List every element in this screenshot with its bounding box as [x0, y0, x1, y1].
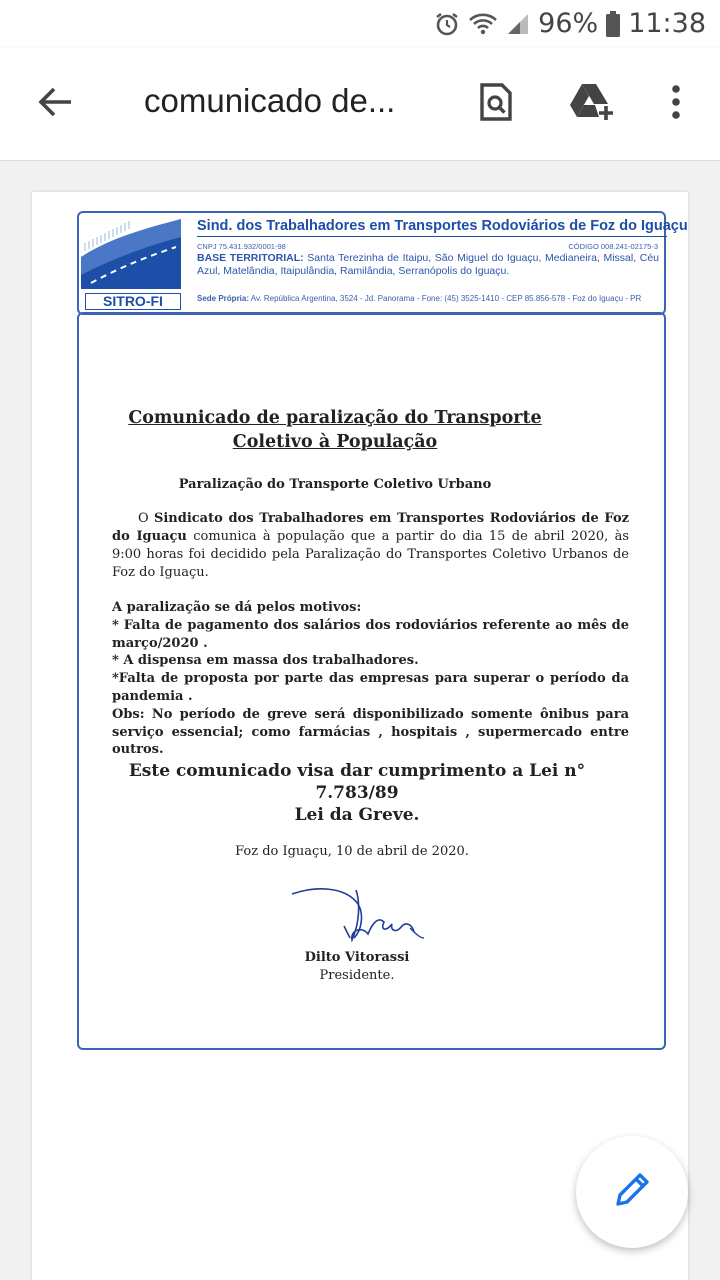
more-vert-icon: [670, 84, 682, 125]
signature-image: [290, 882, 440, 952]
org-name: Sind. dos Trabalhadores em Transportes Rodoviários de Foz do Iguaçu: [197, 218, 667, 237]
alarm-icon: [434, 11, 460, 37]
sede-propria: [197, 294, 659, 303]
status-icons: [434, 8, 706, 39]
find-in-page-button[interactable]: [468, 76, 524, 132]
wifi-icon: [468, 11, 498, 37]
notice-subtitle: Paralização do Transporte Coletivo Urbano: [178, 477, 492, 492]
battery-percent: 96%: [538, 8, 599, 39]
document-title: comunicado de...: [144, 82, 396, 119]
law-line-1: Este comunicado visa dar cumprimento a Lei n° 7.783/89: [128, 761, 586, 803]
clock: 11:38: [628, 8, 706, 39]
intro-rest: comunica à população que a partir do dia 15 de abril 2020, às 9:00 horas foi decidido pela Paralização do Transportes Coletivo Urbanos de Foz do Iguaçu.: [112, 529, 629, 580]
union-name: Sindicato dos Trabalhadores em Transportes Rodoviários de Foz do Iguaçu: [112, 511, 629, 544]
document-viewer[interactable]: [0, 161, 720, 1280]
observation: Obs: No período de greve será disponibilizado somente ônibus para serviço essencial; como farmácias , hospitais , supermercado entre outros.: [112, 706, 629, 758]
signal-icon: [506, 12, 530, 36]
reasons-heading: A paralização se dá pelos motivos:: [112, 600, 362, 615]
intro-paragraph: [112, 510, 629, 582]
app-bar: [0, 48, 720, 161]
date-line: Foz do Iguaçu, 10 de abril de 2020.: [235, 844, 469, 859]
codigo: CÓDIGO 008.241-02175-3: [568, 242, 658, 251]
reason-item: *Falta de proposta por parte das empresas para superar o período da pandemia .: [112, 671, 629, 704]
edit-pencil-icon: [612, 1170, 652, 1215]
drive-add-icon: [568, 82, 616, 127]
reason-item: * A dispensa em massa dos trabalhadores.: [112, 653, 419, 669]
battery-icon: [606, 11, 620, 37]
find-in-page-icon: [479, 82, 513, 127]
signer-block: [272, 949, 442, 985]
law-statement: [92, 760, 622, 826]
cnpj: CNPJ 75.431.932/0001-98: [197, 242, 286, 251]
arrow-back-icon: [37, 86, 73, 123]
signer-title: Presidente.: [319, 968, 395, 983]
law-line-2: Lei da Greve.: [294, 805, 420, 825]
union-logo: [81, 217, 181, 309]
document-page: [32, 192, 688, 1280]
letterhead: [77, 211, 688, 315]
intro-prefix: O: [138, 511, 154, 526]
base-territorial: [197, 252, 659, 278]
base-label: BASE TERRITORIAL:: [197, 252, 304, 264]
more-options-button[interactable]: [648, 76, 704, 132]
base-text: Santa Terezinha de Itaipu, São Miguel do Iguaçu, Medianeira, Missal, Céu Azul, Matelândia, Itaipulândia, Ramilândia, Serranópolis do Iguaçu.: [197, 252, 659, 277]
edit-fab[interactable]: [576, 1136, 688, 1248]
sede-text: Av. República Argentina, 3524 - Jd. Panorama - Fone: (45) 3525-1410 - CEP 85.856-578 - Foz do Iguaçu - PR: [250, 294, 642, 303]
reason-item: * Falta de pagamento dos salários dos rodoviários referente ao mês de março/2020 .: [112, 617, 629, 651]
save-to-drive-button[interactable]: [564, 76, 620, 132]
notice-title: Comunicado de paralização do Transporte Coletivo à População: [128, 408, 542, 452]
status-bar: [0, 0, 720, 48]
sede-label: Sede Própria:: [197, 294, 250, 303]
logo-text: SITRO-FI: [85, 293, 181, 310]
reasons-list: [112, 599, 629, 759]
signer-name: Dilto Vitorassi: [304, 950, 410, 965]
back-button[interactable]: [24, 74, 86, 134]
